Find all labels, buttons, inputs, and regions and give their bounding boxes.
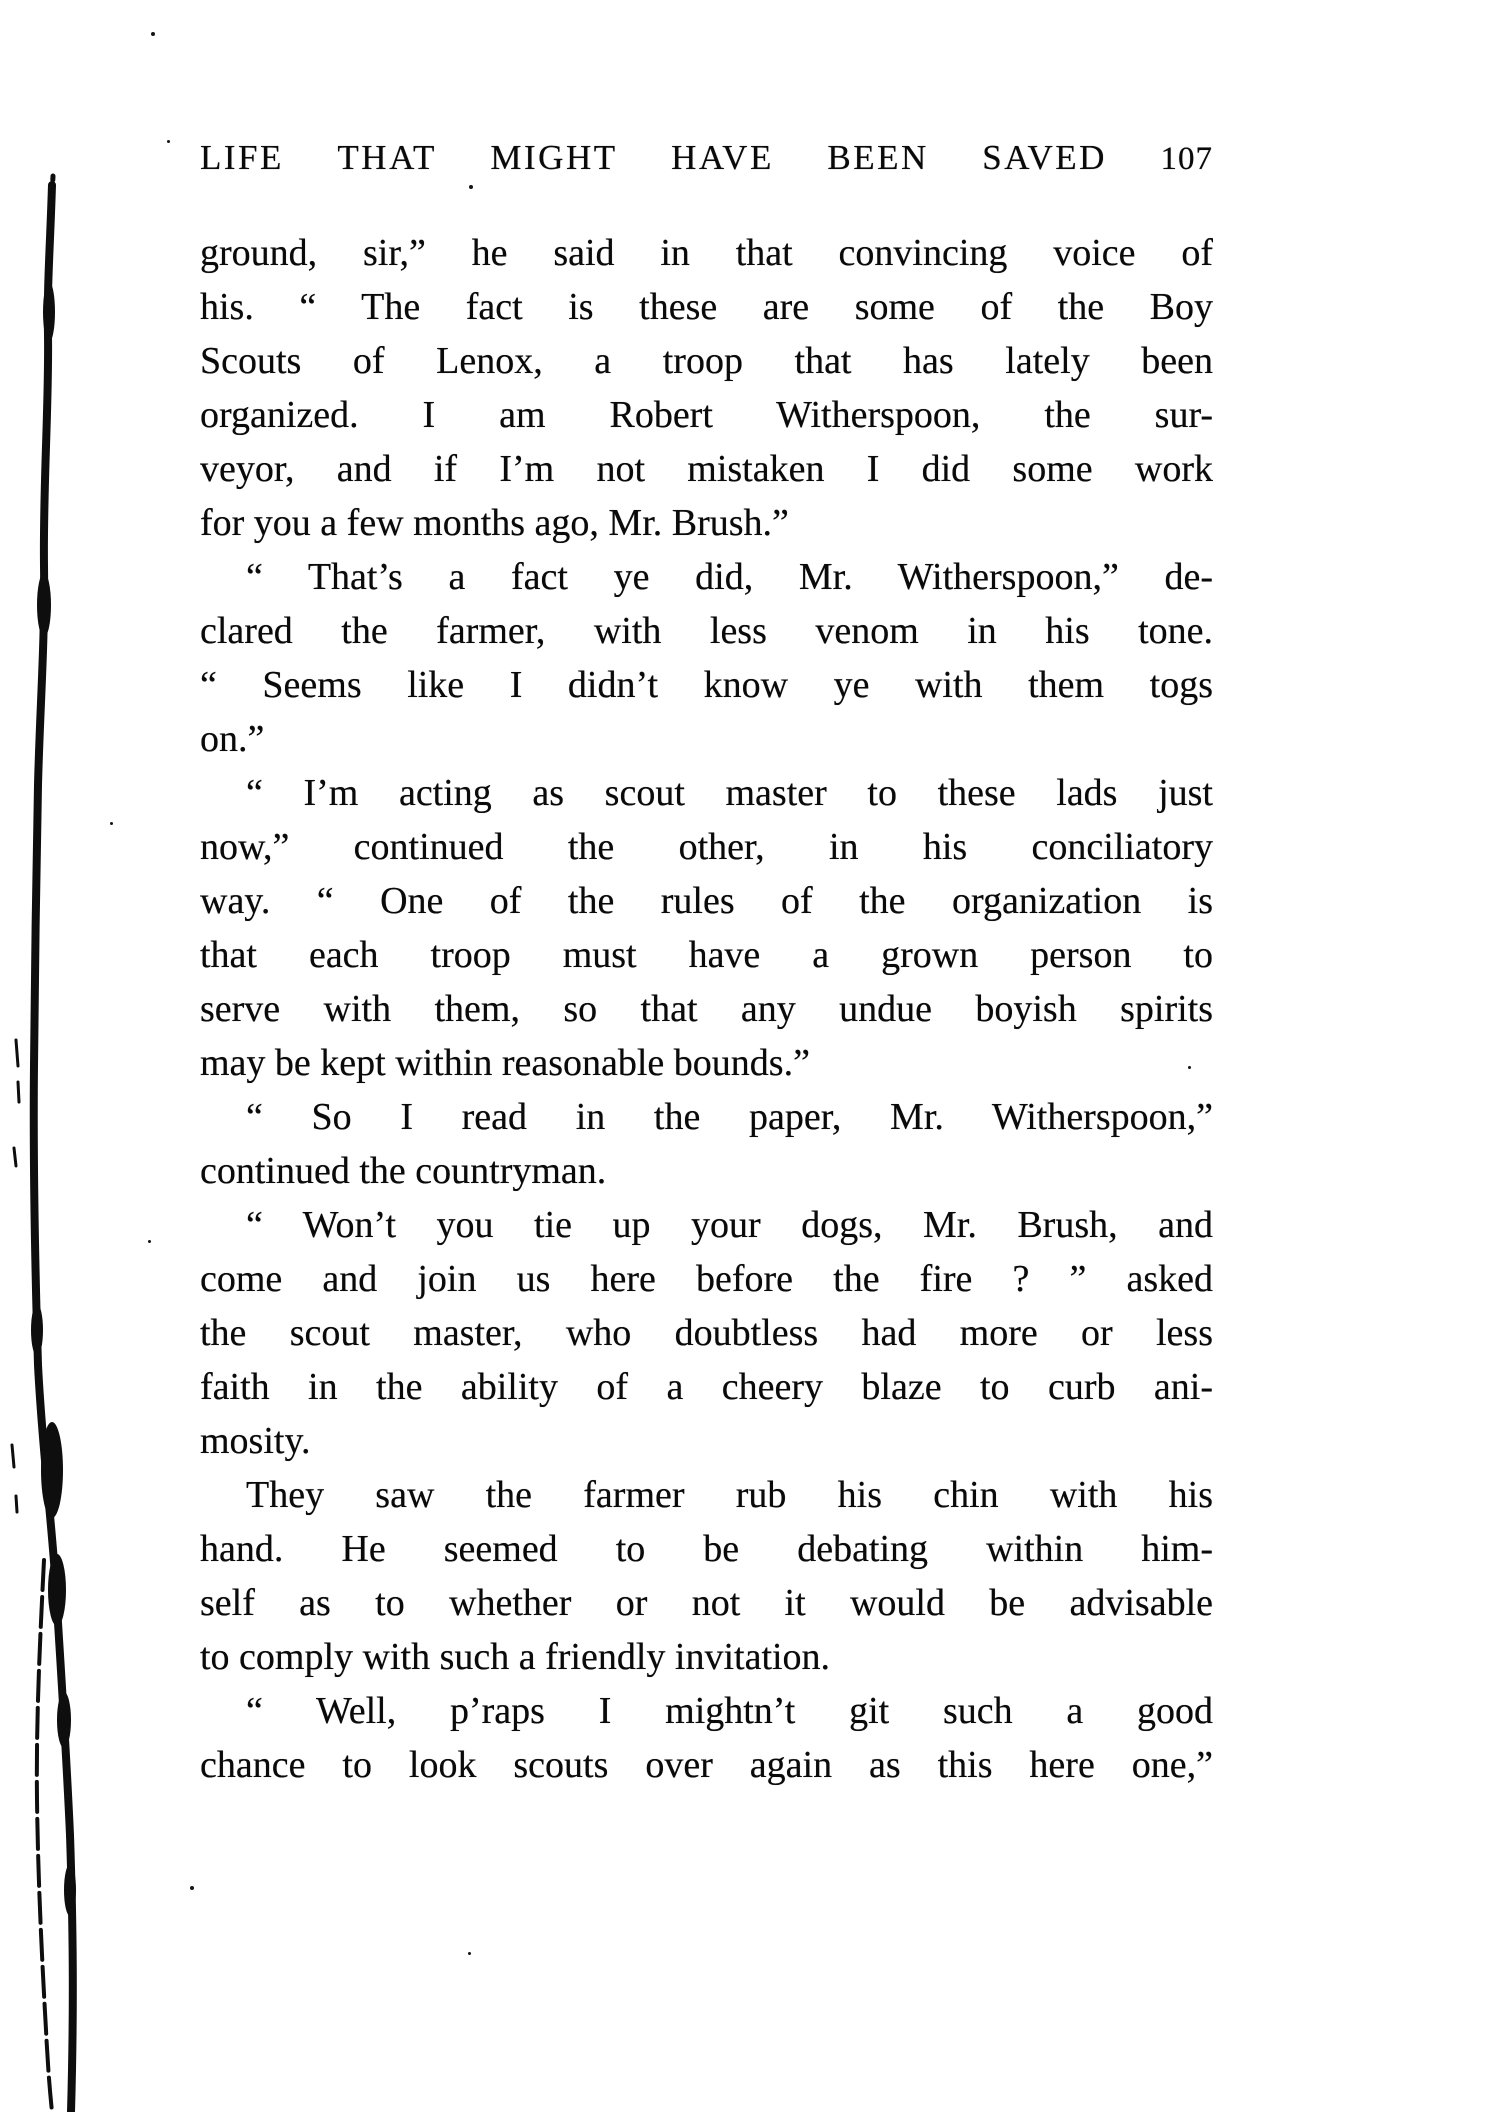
text-line: continued the countryman.	[200, 1150, 607, 1192]
paragraph	[200, 226, 1213, 550]
text-line: “ I’m acting as scout master to these lads just	[246, 772, 1213, 814]
text-line: that each troop must have a grown person to	[200, 934, 1213, 976]
text-line: for you a few months ago, Mr. Brush.”	[200, 502, 789, 544]
text-line: “ Seems like I didn’t know ye with them togs	[200, 664, 1213, 706]
text-line: faith in the ability of a cheery blaze to curb ani-	[200, 1366, 1213, 1408]
ink-speck	[190, 1886, 194, 1890]
ink-speck	[110, 822, 113, 825]
text-line: on.”	[200, 718, 265, 760]
text-line: hand. He seemed to be debating within him-	[200, 1528, 1213, 1570]
text-line: veyor, and if I’m not mistaken I did some work	[200, 448, 1213, 490]
text-line: “ That’s a fact ye did, Mr. Witherspoon,” de-	[246, 556, 1213, 598]
page-number: 107	[1160, 141, 1213, 177]
paragraph	[200, 550, 1213, 766]
ink-speck	[148, 1240, 151, 1243]
text-line: “ Well, p’raps I mightn’t git such a good	[246, 1690, 1213, 1732]
ink-speck	[167, 140, 170, 143]
text-line: may be kept within reasonable bounds.”	[200, 1042, 810, 1084]
text-line: come and join us here before the fire ? ” asked	[200, 1258, 1213, 1300]
running-head-word: LIFE	[200, 138, 284, 177]
paragraph	[200, 1468, 1213, 1684]
running-head-word: HAVE	[671, 138, 774, 177]
running-head	[200, 138, 1213, 178]
text-line: “ So I read in the paper, Mr. Witherspoon,”	[246, 1096, 1213, 1138]
running-head-word: MIGHT	[490, 138, 618, 177]
ink-speck	[151, 32, 155, 36]
running-head-word: BEEN	[827, 138, 929, 177]
text-line: self as to whether or not it would be advisable	[200, 1582, 1213, 1624]
text-line: the scout master, who doubtless had more or less	[200, 1312, 1213, 1354]
running-head-word: THAT	[337, 138, 437, 177]
text-line: to comply with such a friendly invitation.	[200, 1636, 831, 1678]
paragraph	[200, 1090, 1213, 1198]
ink-speck	[469, 185, 473, 189]
text-line: serve with them, so that any undue boyish spirits	[200, 988, 1213, 1030]
text-line: clared the farmer, with less venom in his tone.	[200, 610, 1213, 652]
text-line: organized. I am Robert Witherspoon, the sur-	[200, 394, 1213, 436]
paragraph	[200, 766, 1213, 1090]
text-line: ground, sir,” he said in that convincing voice of	[200, 232, 1213, 274]
ink-speck	[468, 1952, 471, 1955]
binding-shadow-artifact	[0, 0, 160, 2112]
text-line: They saw the farmer rub his chin with his	[246, 1474, 1213, 1516]
text-line: mosity.	[200, 1420, 311, 1462]
running-head-word: SAVED	[982, 138, 1107, 177]
paragraph	[200, 1198, 1213, 1468]
paragraph	[200, 1684, 1213, 1792]
text-line: “ Won’t you tie up your dogs, Mr. Brush, and	[246, 1204, 1213, 1246]
page-text	[200, 226, 1213, 1792]
text-line: now,” continued the other, in his conciliatory	[200, 826, 1213, 868]
text-line: way. “ One of the rules of the organization is	[200, 880, 1213, 922]
text-line: chance to look scouts over again as this here one,”	[200, 1744, 1213, 1786]
text-line: his. “ The fact is these are some of the Boy	[200, 286, 1213, 328]
text-line: Scouts of Lenox, a troop that has lately been	[200, 340, 1213, 382]
